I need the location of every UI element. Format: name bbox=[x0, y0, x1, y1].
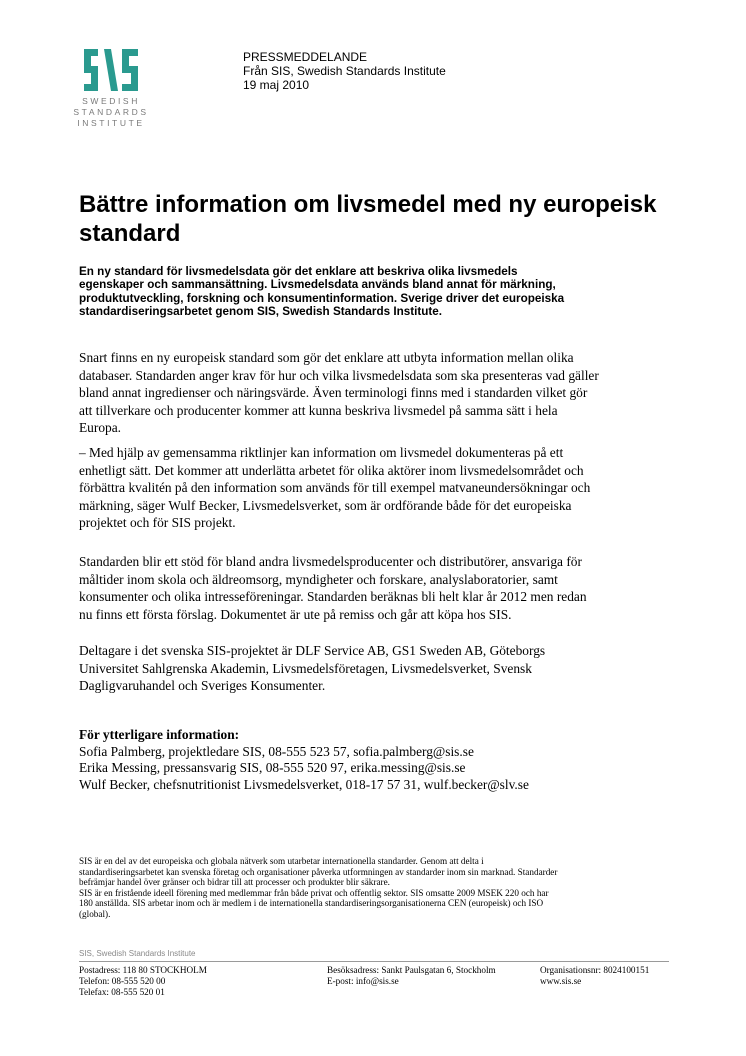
about-line: 180 anställda. SIS arbetar inom och är medlem i de internationella standardiseringsorganisationerna CEN (europeisk) och ISO bbox=[79, 898, 544, 909]
footer-web: www.sis.se bbox=[540, 976, 582, 986]
body-line: databaser. Standarden anger krav för hur och vilka livsmedelsdata som ska presenteras vad gäller bbox=[79, 367, 599, 383]
body-line: projektet och för SIS projekt. bbox=[79, 515, 236, 531]
body-line: Europa. bbox=[79, 420, 122, 436]
body-line: måltider inom skola och äldreomsorg, myndigheter och forskare, analyslaboratorier, samt bbox=[79, 571, 558, 587]
footer-org-info bbox=[540, 965, 649, 987]
footer-phones bbox=[79, 976, 207, 998]
body-line: Deltagare i det svenska SIS-projektet är DLF Service AB, GS1 Sweden AB, Göteborgs bbox=[79, 643, 546, 658]
footer-phone: Telefon: 08-555 520 00 bbox=[79, 976, 166, 986]
contact-person: Sofia Palmberg, projektledare SIS, 08-555 523 57, sofia.palmberg@sis.se bbox=[79, 743, 474, 759]
lead-line: En ny standard för livsmedelsdata gör det enklare att beskriva olika livsmedels bbox=[79, 265, 518, 278]
press-from: Från SIS, Swedish Standards Institute bbox=[243, 64, 446, 78]
footer-email: E-post: info@sis.se bbox=[327, 976, 399, 986]
body-line: förbättra kvalitén på den information som används för till exempel matvaneundersökningar och bbox=[79, 480, 591, 496]
contact-person: Wulf Becker, chefsnutritionist Livsmedelsverket, 018-17 57 31, wulf.becker@slv.se bbox=[79, 776, 529, 792]
sis-logo-mark-icon bbox=[82, 47, 140, 93]
footer-org-name: SIS, Swedish Standards Institute bbox=[79, 949, 196, 958]
press-type: PRESSMEDDELANDE bbox=[243, 50, 368, 64]
body-line: att tillverkare och producenter kommer att kunna beskriva livsmedel på samma sätt i hela bbox=[79, 402, 558, 418]
lead-line: produktutveckling, forskning och konsumentinformation. Sverige driver det europeiska bbox=[79, 291, 565, 305]
about-line: SIS är en fristående ideell förening med medlemmar från både privat och offentlig sektor. SIS omsatte 2009 MSEK 220 och har bbox=[79, 887, 549, 898]
footer-divider bbox=[79, 961, 669, 962]
body-line: Snart finns en ny europeisk standard som gör det enklare att utbyta information mellan olika bbox=[79, 350, 574, 365]
body-paragraph-1 bbox=[79, 349, 689, 437]
about-line: standardiseringsarbetet kan svenska företag och organisationer påverka utformningen av standarder inom sin marknad. Standarder bbox=[79, 866, 558, 877]
footer-address bbox=[79, 965, 207, 998]
body-line: enhetligt sätt. Det kommer att underlätta arbetet för olika aktörer inom livsmedelsområdet och bbox=[79, 462, 584, 478]
about-line: (global). bbox=[79, 908, 111, 919]
body-line: märkning, säger Wulf Becker, Livsmedelsverket, som är ordförande både för det europeiska bbox=[79, 497, 572, 513]
logo-line-3: INSTITUTE bbox=[77, 118, 145, 128]
body-line: bland annat ingredienser och näringsvärde. Även terminologi finns med i standarden vilket gör bbox=[79, 385, 588, 401]
about-sis bbox=[79, 856, 679, 920]
sis-logo bbox=[70, 47, 152, 129]
footer-postal: Postadress: 118 80 STOCKHOLM bbox=[79, 965, 207, 975]
logo-wordmark bbox=[70, 96, 152, 129]
body-line: nu finns ett första förslag. Dokumentet är ute på remiss och går att köpa hos SIS. bbox=[79, 606, 512, 622]
body-line: Universitet Sahlgrenska Akademin, Livsmedelsföretagen, Livsmedelsverket, Svensk bbox=[79, 660, 532, 676]
about-line: befrämjar handel över gränser och bidrar till att processer och produkter blir säkrare. bbox=[79, 877, 390, 888]
footer-visit-address: Besöksadress: Sankt Paulsgatan 6, Stockholm bbox=[327, 965, 496, 975]
body-line: konsumenter och olika intresseföreningar. Standarden beräknas bli helt klar år 2012 men redan bbox=[79, 589, 587, 605]
contact-person: Erika Messing, pressansvarig SIS, 08-555 520 97, erika.messing@sis.se bbox=[79, 760, 466, 775]
footer-visit bbox=[327, 965, 496, 987]
body-paragraph-3 bbox=[79, 553, 689, 623]
contact-heading: För ytterligare information: bbox=[79, 727, 240, 742]
press-header bbox=[243, 50, 446, 92]
press-date: 19 maj 2010 bbox=[243, 78, 310, 92]
footer-orgnr: Organisationsnr: 8024100151 bbox=[540, 965, 650, 975]
page-title: Bättre information om livsmedel med ny europeisk standard bbox=[79, 191, 657, 247]
footer-fax: Telefax: 08-555 520 01 bbox=[79, 987, 165, 997]
lead-line: standardiseringsarbetet genom SIS, Swedish Standards Institute. bbox=[79, 305, 443, 319]
body-line: Standarden blir ett stöd för bland andra livsmedelsproducenter och distributörer, ansvariga för bbox=[79, 554, 582, 569]
lead-line: egenskaper och sammansättning. Livsmedelsdata används bland annat för märkning, bbox=[79, 278, 556, 292]
about-line: SIS är en del av det europeiska och globala nätverk som utarbetar internationella standarder. Genom att delta i bbox=[79, 856, 484, 866]
contact-section bbox=[79, 727, 529, 793]
body-paragraph-4 bbox=[79, 642, 689, 695]
logo-line-1: SWEDISH bbox=[82, 96, 140, 106]
logo-line-2: STANDARDS bbox=[73, 107, 149, 117]
body-paragraph-2 bbox=[79, 444, 689, 532]
lead-paragraph bbox=[79, 265, 679, 319]
body-line: Dagligvaruhandel och Sveriges Konsumenter. bbox=[79, 678, 326, 694]
body-line: – Med hjälp av gemensamma riktlinjer kan information om livsmedel dokumenteras på ett bbox=[79, 445, 564, 460]
